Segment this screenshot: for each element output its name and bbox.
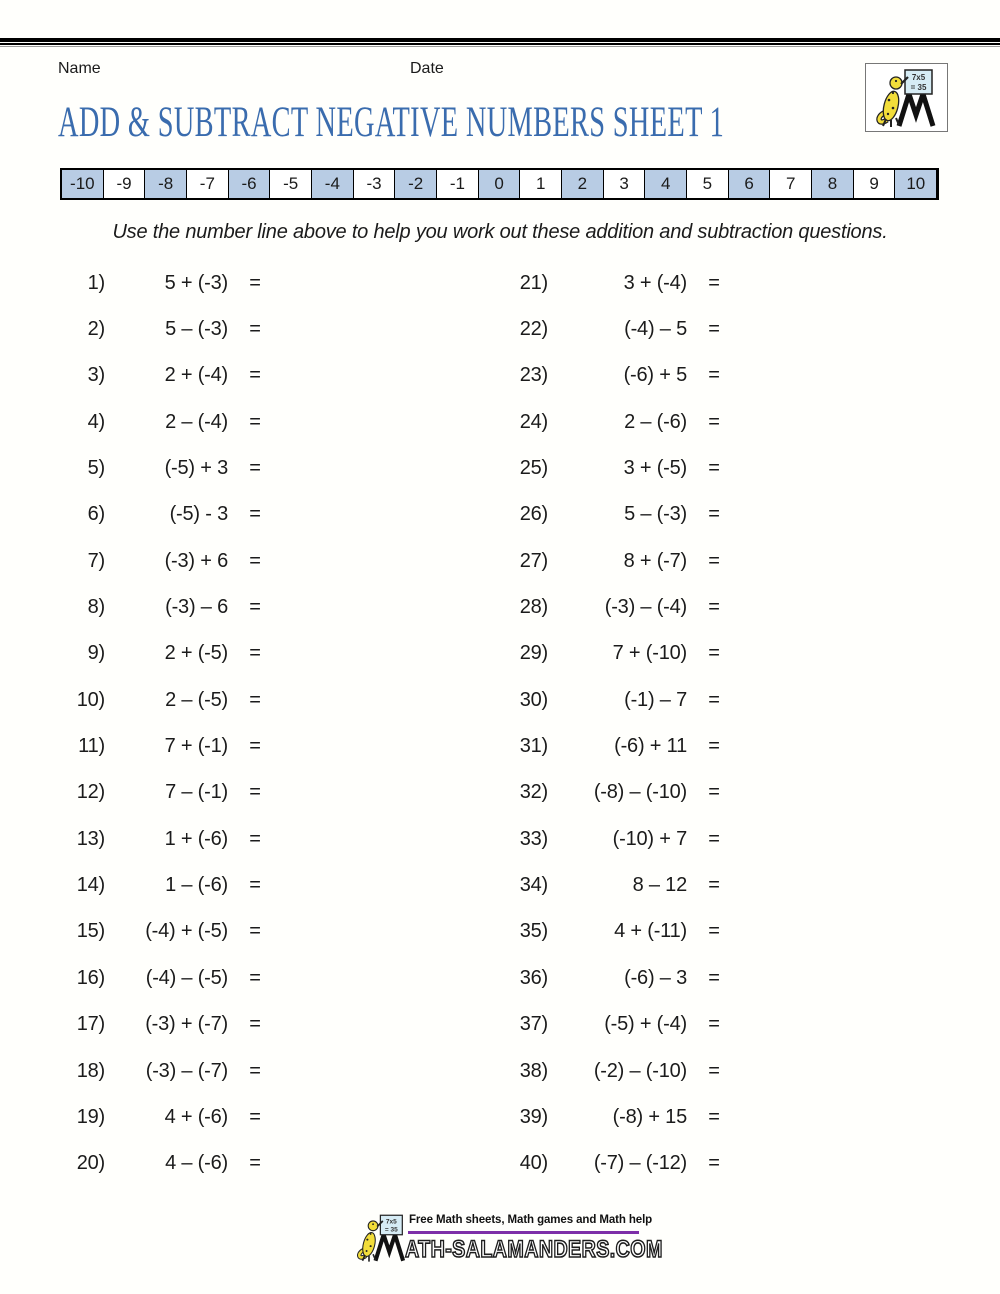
question-expression: 4 + (-11) (614, 920, 687, 943)
question-row (57, 1094, 272, 1140)
equals-sign: = (249, 410, 261, 433)
equals-sign: = (708, 1013, 720, 1036)
question-expression: 2 + (-4) (164, 364, 228, 387)
question-row (500, 631, 731, 677)
equals-sign: = (708, 364, 720, 387)
board-text-line2: = 35 (910, 82, 926, 92)
question-row (57, 445, 272, 491)
question-number: 3) (87, 364, 105, 387)
question-number: 31) (519, 735, 548, 758)
number-line-cell: -7 (187, 170, 229, 198)
question-number: 2) (87, 318, 105, 341)
question-expression: 1 + (-6) (164, 827, 228, 850)
equals-sign: = (249, 271, 261, 294)
board-text-line2: = 35 (384, 1226, 398, 1234)
question-number: 29) (519, 642, 548, 665)
question-number: 17) (76, 1013, 105, 1036)
question-expression: (-8) – (-10) (593, 781, 687, 804)
question-number: 25) (519, 457, 548, 480)
equals-sign: = (708, 781, 720, 804)
question-number: 40) (519, 1152, 548, 1175)
number-line-cell: 4 (645, 170, 687, 198)
equals-sign: = (249, 457, 261, 480)
question-number: 39) (519, 1105, 548, 1128)
question-row (57, 399, 272, 445)
number-line-cell: -4 (312, 170, 354, 198)
equals-sign: = (249, 642, 261, 665)
equals-sign: = (249, 503, 261, 526)
number-line-cell: -6 (229, 170, 271, 198)
number-line-cell: 1 (520, 170, 562, 198)
question-number: 36) (519, 966, 548, 989)
question-expression: (-3) – (-4) (604, 596, 687, 619)
question-expression: (-3) + 6 (164, 549, 228, 572)
question-row (500, 677, 731, 723)
question-number: 8) (87, 596, 105, 619)
question-row (500, 399, 731, 445)
question-number: 12) (76, 781, 105, 804)
question-number: 5) (87, 457, 105, 480)
question-number: 14) (76, 874, 105, 897)
question-number: 21) (519, 271, 548, 294)
board-text-line1: 7x5 (385, 1218, 397, 1226)
number-line-cell: -8 (145, 170, 187, 198)
question-number: 34) (519, 874, 548, 897)
question-number: 16) (76, 966, 105, 989)
question-expression: 3 + (-4) (623, 271, 687, 294)
question-row (57, 1002, 272, 1048)
equals-sign: = (708, 549, 720, 572)
name-field-label: Name (58, 60, 101, 77)
question-number: 37) (519, 1013, 548, 1036)
number-line-cell: 8 (812, 170, 854, 198)
equals-sign: = (708, 735, 720, 758)
question-row (500, 306, 731, 352)
equals-sign: = (708, 457, 720, 480)
number-line-cell: -1 (437, 170, 479, 198)
question-row (500, 445, 731, 491)
question-row (500, 1048, 731, 1094)
question-expression: 2 + (-5) (164, 642, 228, 665)
question-expression: 4 + (-6) (164, 1105, 228, 1128)
equals-sign: = (249, 318, 261, 341)
question-number: 27) (519, 549, 548, 572)
question-row (500, 353, 731, 399)
worksheet-title: ADD & SUBTRACT NEGATIVE NUMBERS SHEET 1 (58, 99, 725, 146)
question-expression: (-4) – (-5) (145, 966, 228, 989)
question-expression: 1 – (-6) (165, 874, 228, 897)
question-expression: (-5) + 3 (164, 457, 228, 480)
question-number: 26) (519, 503, 548, 526)
equals-sign: = (708, 874, 720, 897)
question-row (500, 260, 731, 306)
question-row (57, 584, 272, 630)
question-row (57, 770, 272, 816)
question-row (57, 306, 272, 352)
question-row (57, 816, 272, 862)
equals-sign: = (708, 966, 720, 989)
number-line-cell: -5 (270, 170, 312, 198)
question-row (57, 492, 272, 538)
question-number: 35) (519, 920, 548, 943)
question-number: 38) (519, 1059, 548, 1082)
question-expression: (-10) + 7 (612, 827, 687, 850)
equals-sign: = (708, 920, 720, 943)
question-number: 11) (78, 735, 105, 758)
footer-logo (356, 1211, 408, 1265)
question-row (500, 955, 731, 1001)
number-line-cell: 0 (479, 170, 521, 198)
question-row (500, 1141, 731, 1187)
equals-sign: = (708, 503, 720, 526)
question-expression: 7 – (-1) (165, 781, 228, 804)
number-line-cell: 9 (854, 170, 896, 198)
question-expression: 4 – (-6) (165, 1152, 228, 1175)
date-field-label: Date (410, 60, 444, 77)
question-number: 22) (519, 318, 548, 341)
question-row (500, 584, 731, 630)
question-expression: 2 – (-6) (624, 410, 687, 433)
question-number: 6) (87, 503, 105, 526)
question-number: 15) (76, 920, 105, 943)
question-row (57, 353, 272, 399)
number-line-cell: 3 (604, 170, 646, 198)
equals-sign: = (249, 1105, 261, 1128)
question-row (57, 955, 272, 1001)
question-expression: (-7) – (-12) (593, 1152, 687, 1175)
question-row (500, 538, 731, 584)
board-text-line1: 7x5 (911, 72, 925, 82)
equals-sign: = (708, 271, 720, 294)
question-row (57, 1141, 272, 1187)
question-row (57, 538, 272, 584)
question-expression: 8 + (-7) (623, 549, 687, 572)
questions-column-right (500, 260, 731, 1187)
question-number: 32) (519, 781, 548, 804)
question-row (500, 770, 731, 816)
equals-sign: = (249, 1059, 261, 1082)
equals-sign: = (249, 735, 261, 758)
question-number: 4) (87, 410, 105, 433)
question-row (500, 1002, 731, 1048)
question-expression: (-8) + 15 (612, 1105, 687, 1128)
number-line-cell: 5 (687, 170, 729, 198)
question-expression: (-3) – (-7) (145, 1059, 228, 1082)
question-number: 24) (519, 410, 548, 433)
equals-sign: = (249, 874, 261, 897)
math-salamanders-logo (865, 63, 948, 132)
footer-tagline: Free Math sheets, Math games and Math help (409, 1214, 653, 1226)
questions-column-left (57, 260, 272, 1187)
question-row (500, 723, 731, 769)
equals-sign: = (708, 642, 720, 665)
salamander-easel-icon (874, 68, 940, 128)
question-row (57, 1048, 272, 1094)
number-line-cell: 6 (729, 170, 771, 198)
question-row (57, 909, 272, 955)
question-row (500, 492, 731, 538)
number-line (60, 168, 939, 200)
question-expression: 7 + (-10) (612, 642, 687, 665)
question-row (500, 862, 731, 908)
question-number: 30) (519, 688, 548, 711)
number-line-cell: 7 (770, 170, 812, 198)
equals-sign: = (249, 549, 261, 572)
equals-sign: = (708, 1105, 720, 1128)
question-expression: (-4) – 5 (624, 318, 687, 341)
question-row (57, 677, 272, 723)
question-expression: (-1) – 7 (624, 688, 687, 711)
question-number: 23) (519, 364, 548, 387)
number-line-cell: -10 (62, 170, 104, 198)
question-expression: 8 – 12 (632, 874, 687, 897)
question-number: 7) (87, 549, 105, 572)
question-expression: (-6) + 5 (623, 364, 687, 387)
equals-sign: = (249, 364, 261, 387)
footer-site-name: ATH-SALAMANDERS.COM (405, 1236, 663, 1263)
equals-sign: = (249, 1013, 261, 1036)
question-number: 33) (519, 827, 548, 850)
question-expression: (-6) – 3 (624, 966, 687, 989)
equals-sign: = (249, 688, 261, 711)
number-line-cell: -3 (354, 170, 396, 198)
question-expression: (-3) – 6 (165, 596, 228, 619)
question-row (500, 816, 731, 862)
question-row (500, 1094, 731, 1140)
question-expression: (-2) – (-10) (593, 1059, 687, 1082)
question-number: 1) (87, 271, 105, 294)
instruction-text: Use the number line above to help you work out these addition and subtraction questions. (112, 221, 888, 243)
equals-sign: = (708, 688, 720, 711)
equals-sign: = (708, 1059, 720, 1082)
salamander-easel-icon (356, 1211, 408, 1265)
equals-sign: = (708, 827, 720, 850)
question-expression: 2 – (-4) (165, 410, 228, 433)
equals-sign: = (249, 966, 261, 989)
question-expression: (-5) - 3 (169, 503, 228, 526)
question-row (57, 260, 272, 306)
equals-sign: = (708, 410, 720, 433)
question-expression: 5 – (-3) (165, 318, 228, 341)
question-number: 10) (76, 688, 105, 711)
number-line-cell: -9 (104, 170, 146, 198)
equals-sign: = (249, 781, 261, 804)
question-number: 19) (76, 1105, 105, 1128)
question-number: 20) (76, 1152, 105, 1175)
equals-sign: = (249, 1152, 261, 1175)
equals-sign: = (249, 920, 261, 943)
equals-sign: = (249, 827, 261, 850)
equals-sign: = (708, 1152, 720, 1175)
question-expression: (-6) + 11 (614, 735, 687, 758)
question-expression: (-4) + (-5) (145, 920, 228, 943)
footer-purple-rule (408, 1231, 639, 1234)
question-number: 13) (76, 827, 105, 850)
question-expression: 2 – (-5) (165, 688, 228, 711)
equals-sign: = (249, 596, 261, 619)
top-divider-rule (0, 38, 1000, 48)
question-number: 28) (519, 596, 548, 619)
question-expression: 5 + (-3) (164, 271, 228, 294)
equals-sign: = (708, 596, 720, 619)
question-row (500, 909, 731, 955)
question-row (57, 631, 272, 677)
question-row (57, 723, 272, 769)
question-number: 18) (76, 1059, 105, 1082)
question-expression: 3 + (-5) (623, 457, 687, 480)
number-line-cell: -2 (395, 170, 437, 198)
number-line-cell: 10 (895, 170, 937, 198)
number-line-cell: 2 (562, 170, 604, 198)
question-expression: 5 – (-3) (624, 503, 687, 526)
question-expression: 7 + (-1) (164, 735, 228, 758)
question-number: 9) (87, 642, 105, 665)
question-row (57, 862, 272, 908)
equals-sign: = (708, 318, 720, 341)
question-expression: (-3) + (-7) (145, 1013, 228, 1036)
question-expression: (-5) + (-4) (604, 1013, 687, 1036)
